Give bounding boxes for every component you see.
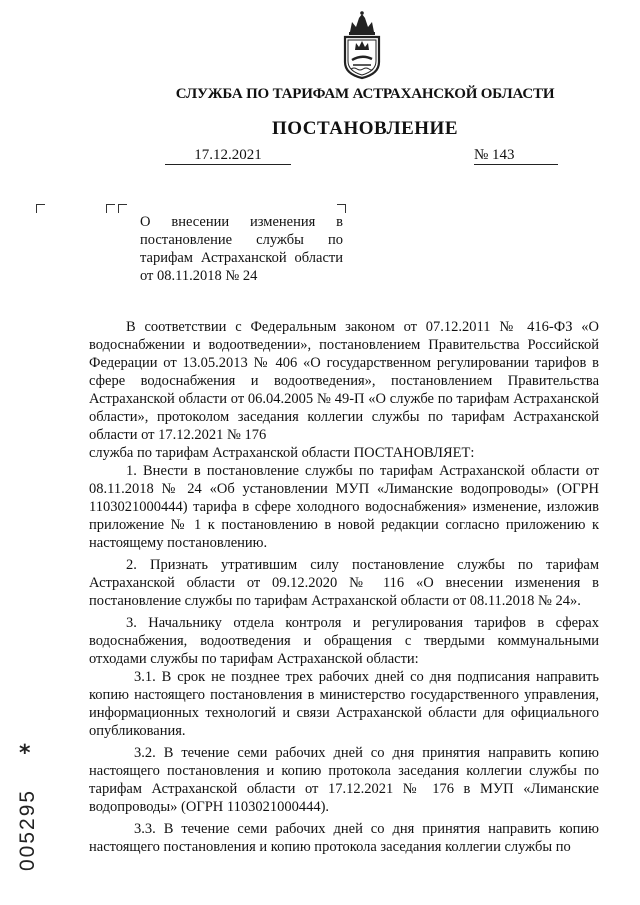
document-number: № 143 — [474, 146, 558, 165]
corner-mark — [36, 204, 45, 213]
item-3-1-paragraph: 3.1. В срок не позднее трех рабочих дней со дня подписания направить копию настоящего постановления в министерство государственного управления, информационных технологий и связи Астраханской области для официального опубликования. — [89, 669, 599, 739]
corner-mark — [118, 204, 127, 213]
subject-line: тарифам Астраханской области — [140, 250, 343, 266]
stamp-asterisk: * — [19, 741, 31, 766]
coat-of-arms-icon — [337, 10, 387, 80]
item-3-paragraph: 3. Начальнику отдела контроля и регулирования тарифов в сферах водоснабжения, водоотведения и обращения с твердыми коммунальными отходами службы по тарифам Астраханской области: — [89, 615, 599, 667]
item-2-paragraph: 2. Признать утратившим силу постановление службы по тарифам Астраханской области от 09.12.2020 № 116 «О внесении изменения в постановление службы по тарифам Астраханской области от 08.11.2018 № 24». — [89, 557, 599, 609]
organization-name: СЛУЖБА ПО ТАРИФАМ АСТРАХАНСКОЙ ОБЛАСТИ — [175, 86, 555, 102]
item-1-paragraph: 1. Внести в постановление службы по тарифам Астраханской области от 08.11.2018 № 24 «Об установлении МУП «Лиманские водопроводы» (ОГРН 1103021000444) тарифа в сфере холодного водоснабжения» изменение, изложив приложение № 1 к постановлению в новой редакции согласно приложению к настоящему постановлению. — [89, 463, 599, 551]
subject-line: постановление службы по — [140, 232, 343, 248]
document-date: 17.12.2021 — [165, 146, 291, 165]
item-3-3-paragraph: 3.3. В течение семи рабочих дней со дня принятия направить копию настоящего постановления и копию протокола заседания коллегии службы по — [89, 821, 599, 855]
document-subject — [140, 213, 343, 285]
serial-stamp — [8, 775, 48, 885]
item-3-2-paragraph: 3.2. В течение семи рабочих дней со дня принятия направить копию настоящего постановления и копию протокола заседания коллегии службы по тарифам Астраханской области от 17.12.2021 № 176 в МУП «Лиманские водопроводы» (ОГРН 1103021000444). — [89, 745, 599, 815]
corner-mark — [337, 204, 346, 213]
resolution-statement: служба по тарифам Астраханской области ПОСТАНОВЛЯЕТ: — [89, 445, 475, 461]
document-body — [89, 318, 599, 856]
preamble-paragraph: В соответствии с Федеральным законом от 07.12.2011 № 416-ФЗ «О водоснабжении и водоотведении», постановлением Правительства Российской Федерации от 13.05.2013 № 406 «О государственном регулировании тарифов в сфере водоснабжения и водоотведения», постановлением Правительства Астраханской области от 06.04.2005 № 49-П «О службе по тарифам Астраханской области», протоколом заседания коллегии службы по тарифам Астраханской области от 17.12.2021 № 176 — [89, 319, 599, 443]
corner-mark — [106, 204, 115, 213]
subject-line: от 08.11.2018 № 24 — [140, 268, 258, 284]
serial-number: 005295 — [16, 788, 39, 871]
subject-line: О внесении изменения в — [140, 214, 343, 230]
document-type: ПОСТАНОВЛЕНИЕ — [271, 118, 459, 139]
